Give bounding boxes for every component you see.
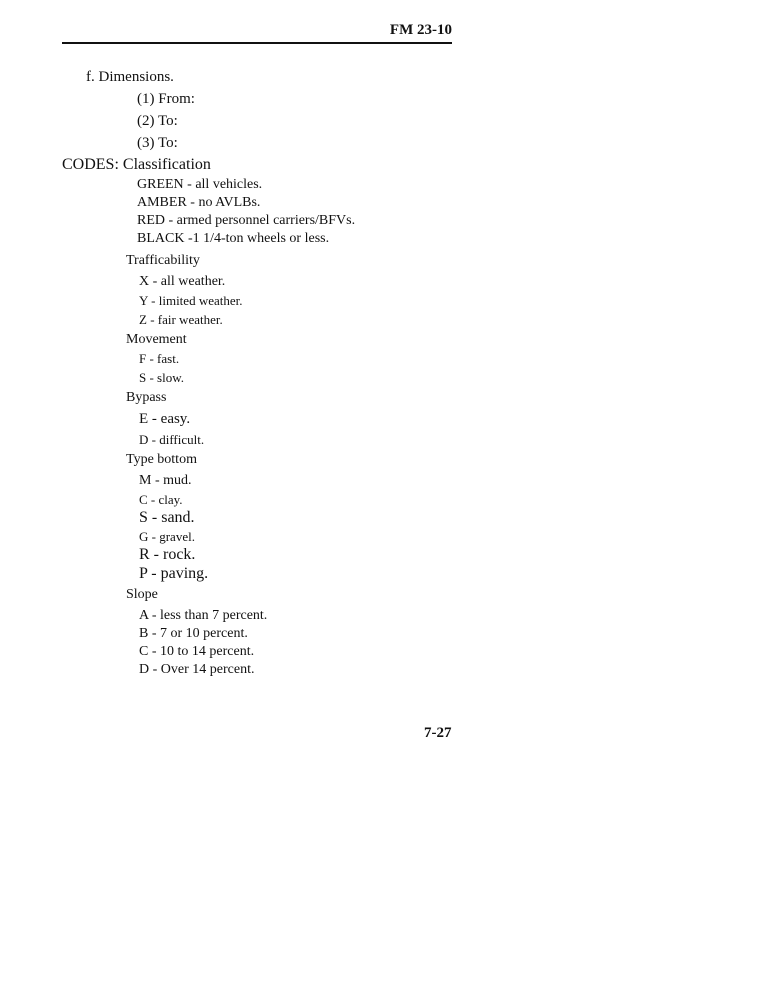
classification-item: GREEN - all vehicles.	[137, 177, 263, 192]
type-bottom-item: S - sand.	[139, 509, 195, 526]
bypass-item: E - easy.	[139, 411, 191, 427]
trafficability-item: Y - limited weather.	[139, 293, 243, 308]
dimension-item: (1) From:	[137, 91, 195, 107]
movement-item: F - fast.	[139, 351, 180, 366]
classification-item: BLACK -1 1/4-ton wheels or less.	[137, 231, 330, 246]
type-bottom-item: P - paving.	[139, 565, 209, 582]
type-bottom-item: M - mud.	[139, 473, 192, 488]
movement-item: S - slow.	[139, 370, 185, 385]
dimension-item: (2) To:	[137, 113, 178, 129]
trafficability-heading: Trafficability	[126, 253, 200, 268]
slope-item: C - 10 to 14 percent.	[139, 644, 255, 659]
page-number: 7-27	[424, 725, 452, 741]
movement-heading: Movement	[126, 332, 187, 347]
classification-item: AMBER - no AVLBs.	[137, 195, 261, 210]
codes-heading: CODES: Classification	[62, 156, 211, 173]
type-bottom-item: C - clay.	[139, 492, 183, 507]
type-bottom-item: G - gravel.	[139, 529, 195, 544]
type-bottom-heading: Type bottom	[126, 452, 197, 467]
bypass-item: D - difficult.	[139, 432, 205, 447]
slope-item: A - less than 7 percent.	[139, 608, 268, 623]
trafficability-item: X - all weather.	[139, 274, 226, 289]
trafficability-item: Z - fair weather.	[139, 312, 223, 327]
dimension-item: (3) To:	[137, 135, 178, 151]
slope-item: D - Over 14 percent.	[139, 662, 255, 677]
document-code: FM 23-10	[389, 22, 452, 38]
slope-item: B - 7 or 10 percent.	[139, 626, 248, 641]
classification-item: RED - armed personnel carriers/BFVs.	[137, 213, 356, 228]
type-bottom-item: R - rock.	[139, 546, 196, 563]
slope-heading: Slope	[126, 587, 158, 602]
bypass-heading: Bypass	[126, 390, 167, 405]
page-header	[62, 22, 452, 44]
dimensions-heading: f. Dimensions.	[86, 69, 174, 85]
